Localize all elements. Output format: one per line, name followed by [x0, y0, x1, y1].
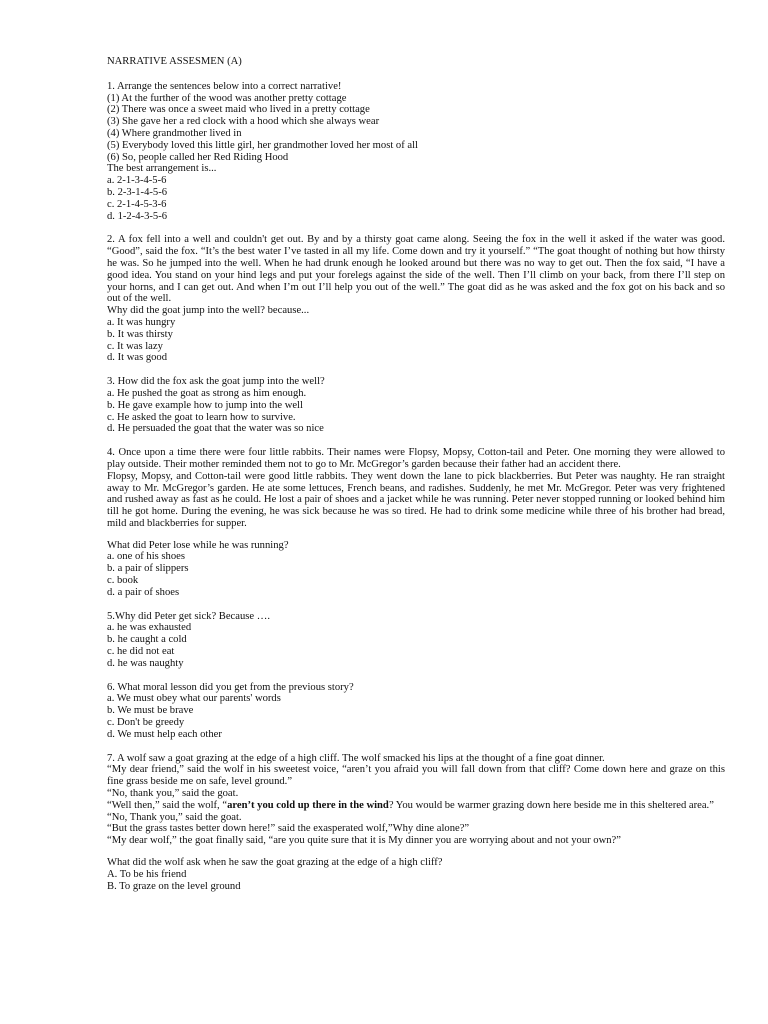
passage-wolf-4-pre: “Well then,” said the wolf, “ [107, 799, 228, 811]
sentence-3: (3) She gave her a red clock with a hood which she always wear [107, 116, 380, 128]
option-b: b. he caught a cold [107, 634, 187, 646]
option-a: a. It was hungry [107, 316, 176, 328]
option-b: B. To graze on the level ground [107, 880, 241, 892]
question-7-stem: What did the wolf ask when he saw the goat grazing at the edge of a high cliff? [107, 857, 443, 869]
question-2 [107, 234, 725, 364]
question-1-prompt: 1. Arrange the sentences below into a correct narrative! [107, 80, 342, 92]
spacer [107, 847, 725, 857]
option-b: b. We must be brave [107, 705, 194, 717]
option-d: d. It was good [107, 352, 168, 364]
question-4 [107, 447, 725, 599]
question-6 [107, 682, 725, 741]
question-3 [107, 376, 725, 435]
question-6-stem: 6. What moral lesson did you get from the previous story? [107, 681, 354, 693]
option-d: d. We must help each other [107, 728, 222, 740]
question-4-stem: What did Peter lose while he was running? [107, 539, 289, 551]
passage-rabbits-2: Flopsy, Mopsy, and Cotton-tail were good little rabbits. They went down the lane to pick blackberries. But Peter was naughty. He ran straight away to Mr. McGregor’s garden. He ate some lettuces, French beans, and radishes. Suddenly, he met Mr. McGregor. Peter was very frightened and rushed away as fast as he could. He lost a pair of shoes and a jacket while he was running. Peter never stopped running or looked behind him till he got home. During the evening, he was sick because he was so tired. He had to drink some medicine while three of his brother had bread, mild and blackberries for supper. [107, 470, 725, 529]
option-c: c. It was lazy [107, 340, 163, 352]
question-1-stem: The best arrangement is... [107, 163, 217, 175]
option-d: d. he was naughty [107, 657, 184, 669]
option-c: c. book [107, 575, 139, 587]
option-a: a. He pushed the goat as strong as him enough. [107, 387, 307, 399]
question-2-stem: Why did the goat jump into the well? because... [107, 305, 310, 317]
passage-wolf-6: “But the grass tastes better down here!” said the exasperated wolf,”Why dine alone?” [107, 823, 470, 835]
passage-rabbits-1: 4. Once upon a time there were four little rabbits. Their names were Flopsy, Mopsy, Cotton-tail and Peter. One morning they were allowed to play outside. Their mother reminded them not to go to Mr. McGregor’s garden because their father had an accident there. [107, 447, 725, 470]
option-c: c. Don't be greedy [107, 717, 185, 729]
question-5 [107, 611, 725, 670]
document-page [107, 56, 725, 904]
option-b: b. He gave example how to jump into the well [107, 399, 303, 411]
option-c: c. He asked the goat to learn how to survive. [107, 411, 296, 423]
option-b: b. a pair of slippers [107, 563, 189, 575]
option-a: a. he was exhausted [107, 622, 192, 634]
option-d: d. He persuaded the goat that the water was so nice [107, 423, 324, 435]
question-1 [107, 81, 725, 223]
option-a: a. 2-1-3-4-5-6 [107, 175, 167, 187]
passage-wolf-5: “No, Thank you,” said the goat. [107, 811, 242, 823]
sentence-4: (4) Where grandmother lived in [107, 127, 242, 139]
passage-wolf-4 [107, 800, 725, 812]
question-5-stem: 5.Why did Peter get sick? Because …. [107, 610, 270, 622]
question-3-stem: 3. How did the fox ask the goat jump into the well? [107, 376, 325, 388]
option-c: c. he did not eat [107, 646, 175, 658]
passage-wolf-4-post: ? You would be warmer grazing down here beside me in this sheltered area.” [388, 799, 714, 811]
passage-fox-and-goat: 2. A fox fell into a well and couldn't get out. By and by a thirsty goat came along. Seeing the fox in the well it asked if the water was good. “Good”, said the fox. “It’s the best water I’ve tasted in all my life. Come down and try it yourself.” “The goat thought of nothing but how thirsty he was. So he jumped into the well. When he had drunk enough he looked around but there was no way to get out. Then the fox said, “I have a good idea. You stand on your hind legs and put your forelegs against the side of the well. Then I’ll climb on your back, from there I’ll step on your horns, and I can get out. And when I’m out I’ll help you out of the well.” The goat did as he was asked and the fox got on his back and so out of the well. [107, 234, 725, 305]
sentence-5: (5) Everybody loved this little girl, her grandmother loved her most of all [107, 139, 418, 151]
passage-wolf-1: 7. A wolf saw a goat grazing at the edge of a high cliff. The wolf smacked his lips at the thought of a fine goat dinner. [107, 752, 605, 764]
option-a: a. We must obey what our parents' words [107, 693, 281, 705]
page-title: NARRATIVE ASSESMEN (A) [107, 56, 242, 67]
passage-wolf-7: “My dear wolf,” the goat finally said, “are you quite sure that it is My dinner you are worrying about and not your own?” [107, 835, 621, 847]
sentence-1: (1) At the further of the wood was another pretty cottage [107, 92, 347, 104]
option-d: d. 1-2-4-3-5-6 [107, 210, 168, 222]
option-b: b. It was thirsty [107, 328, 173, 340]
passage-wolf-2: “My dear friend,” said the wolf in his sweetest voice, “aren’t you afraid you will fall down from that cliff? Come down here and graze on this fine grass beside me on safe, level ground.” [107, 764, 725, 788]
option-d: d. a pair of shoes [107, 586, 180, 598]
sentence-6: (6) So, people called her Red Riding Hood [107, 151, 289, 163]
option-a: a. one of his shoes [107, 551, 185, 563]
sentence-2: (2) There was once a sweet maid who lived in a pretty cottage [107, 104, 370, 116]
option-c: c. 2-1-4-5-3-6 [107, 198, 167, 210]
passage-wolf-3: “No, thank you,” said the goat. [107, 788, 239, 800]
passage-wolf-4-bold: aren’t you cold up there in the wind [227, 799, 389, 811]
option-b: b. 2-3-1-4-5-6 [107, 186, 168, 198]
question-7 [107, 753, 725, 893]
option-a: A. To be his friend [107, 868, 187, 880]
spacer [107, 530, 725, 540]
